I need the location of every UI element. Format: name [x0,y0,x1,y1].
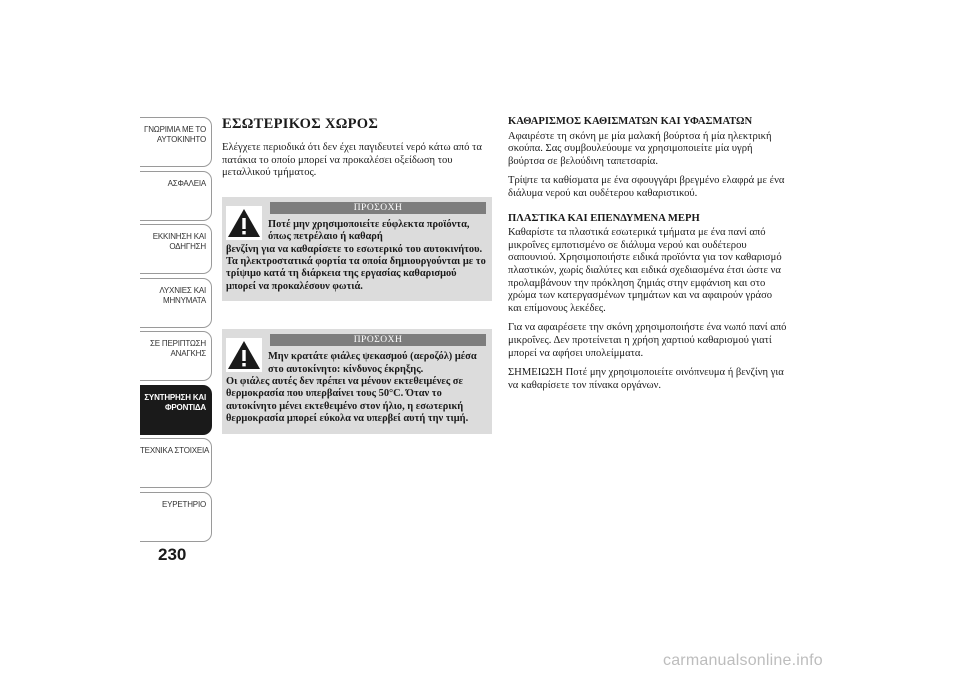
left-column [222,116,492,434]
tab-label-line2: ΜΗΝΥΜΑΤΑ [163,295,206,305]
tab-emergency[interactable] [140,331,212,381]
tab-label-line1: ΣΕ ΠΕΡΙΠΤΩΣΗ [150,339,206,348]
right-column [508,116,788,392]
tab-index[interactable] [140,492,212,542]
warning-rest: Οι φιάλες αυτές δεν πρέπει να μένουν εκτεθειμένες σε θερμοκρασία που υπερβαίνει τους 50°C. Όταν το αυτοκίνητο μένει εκτεθειμένο στον ήλιο, η εσωτερική θερμοκρασία μπορεί εύκολα να υπερβεί αυτή την τιμή. [226,376,469,425]
tab-safety[interactable] [140,171,212,221]
warning-heading: ΠΡΟΣΟΧΗ [270,202,486,214]
paragraph: Αφαιρέστε τη σκόνη με μία μαλακή βούρτσα ή μία ηλεκτρική σκούπα. Σας συμβουλεύουμε να χρησιμοποιείτε μία υγρή βούρτσα σε βελούδινη ταπετσαρία. [508,130,772,167]
tab-label-line1: ΤΕΧΝΙΚΑ ΣΤΟΙΧΕΙΑ [140,446,210,455]
intro-paragraph: Ελέγχετε περιοδικά ότι δεν έχει παγιδευτεί νερό κάτω από τα πατάκια το οποίο μπορεί να προκαλέσει οξείδωση του μεταλλικού τμήματος. [222,142,482,179]
tab-getting-to-know[interactable] [140,117,212,167]
tab-label-line1: ΛΥΧΝΙΕΣ ΚΑΙ [159,285,206,295]
tab-label-line1: ΕΚΚΙΝΗΣΗ ΚΑΙ [152,232,206,241]
warning-triangle-icon [226,206,262,240]
section-title: ΕΣΩΤΕΡΙΚΟΣ ΧΩΡΟΣ [222,116,379,132]
tab-technical-data[interactable] [140,438,212,488]
tab-label-line1: ΓΝΩΡΙΜΙΑ ΜΕ ΤΟ [144,125,206,134]
chapter-tabs [140,117,212,545]
subsection-title-plastics: ΠΛΑΣΤΙΚΑ ΚΑΙ ΕΠΕΝΔΥΜΕΝΑ ΜΕΡΗ [508,212,700,224]
warning-triangle-icon [226,338,262,372]
paragraph: Τρίψτε τα καθίσματα με ένα σφουγγάρι βρεγμένο ελαφρά με ένα διάλυμα νερού και ουδέτερου καθαριστικού. [508,175,785,199]
warning-text [226,351,486,425]
warning-lead: Ποτέ μην χρησιμοποιείτε εύφλεκτα προϊόντα, όπως πετρέλαιο ή καθαρή [268,218,470,243]
subsection-title-seats: ΚΑΘΑΡΙΣΜΟΣ ΚΑΘΙΣΜΑΤΩΝ ΚΑΙ ΥΦΑΣΜΑΤΩΝ [508,116,753,127]
warning-lead: Μην κρατάτε φιάλες ψεκασμού (αεροζόλ) μέσα στο αυτοκίνητο: κίνδυνος έκρηξης. [268,351,477,375]
paragraph: Για να αφαιρέσετε την σκόνη χρησιμοποιήστε ένα νωπό πανί από μικροΐνες. Δεν προτείνεται η χρήση χαρτιού καθαρισμού γιατί μπορεί να αφήσει υπολείμματα. [508,322,787,359]
tab-label-line2: ΑΝΑΓΚΗΣ [170,349,206,358]
note-paragraph: ΣΗΜΕΙΩΣΗ Ποτέ μην χρησιμοποιείτε οινόπνευμα ή βενζίνη για να καθαρίσετε τον πίνακα οργάνων. [508,367,784,391]
tab-lights-messages[interactable] [140,278,212,328]
warning-text [226,219,486,293]
tab-starting-driving[interactable] [140,224,212,274]
tab-label-line2: ΑΥΤΟΚΙΝΗΤΟ [156,135,206,144]
warning-heading: ΠΡΟΣΟΧΗ [270,334,486,346]
tab-label-line1: ΕΥΡΕΤΗΡΙΟ [162,499,206,509]
warning-rest: βενζίνη για να καθαρίσετε το εσωτερικό του αυτοκινήτου. Τα ηλεκτροστατικά φορτία τα οποία δημιουργούνται με το τρίψιμο κατά τη διάρκεια της εργασίας καθαρισμού μπορεί να προκαλέσουν φωτιά. [226,243,486,292]
watermark: carmanualsonline.info [663,652,823,669]
tab-label-line2: ΦΡΟΝΤΙΔΑ [165,402,206,412]
warning-box [222,197,492,301]
paragraph: Καθαρίστε τα πλαστικά εσωτερικά τμήματα με ένα πανί από μικροΐνες εμποτισμένο σε διάλυμα νερού και ουδέτερου σαπουνιού. Χρησιμοποιήστε ειδικά προϊόντα για τον καθαρισμό πλαστικών, χωρίς διαλύτες και ειδικά σχεδιασμένα έτσι ώστε να προλαμβάνουν την πρόκληση ζημιάς στην εμφάνιση και στο χρώμα των κατεργασμένων τμημάτων και να αφαιρούν γράσο και επίμονους λεκέδες. [508,227,782,314]
tab-label-line1: ΑΣΦΑΛΕΙΑ [167,178,206,188]
tab-label-line2: ΟΔΗΓΗΣΗ [169,242,206,251]
page-number: 230 [158,545,187,564]
tab-maintenance-care[interactable] [140,385,212,435]
tab-label-line1: ΣΥΝΤΗΡΗΣΗ ΚΑΙ [144,392,206,402]
warning-box [222,329,492,433]
